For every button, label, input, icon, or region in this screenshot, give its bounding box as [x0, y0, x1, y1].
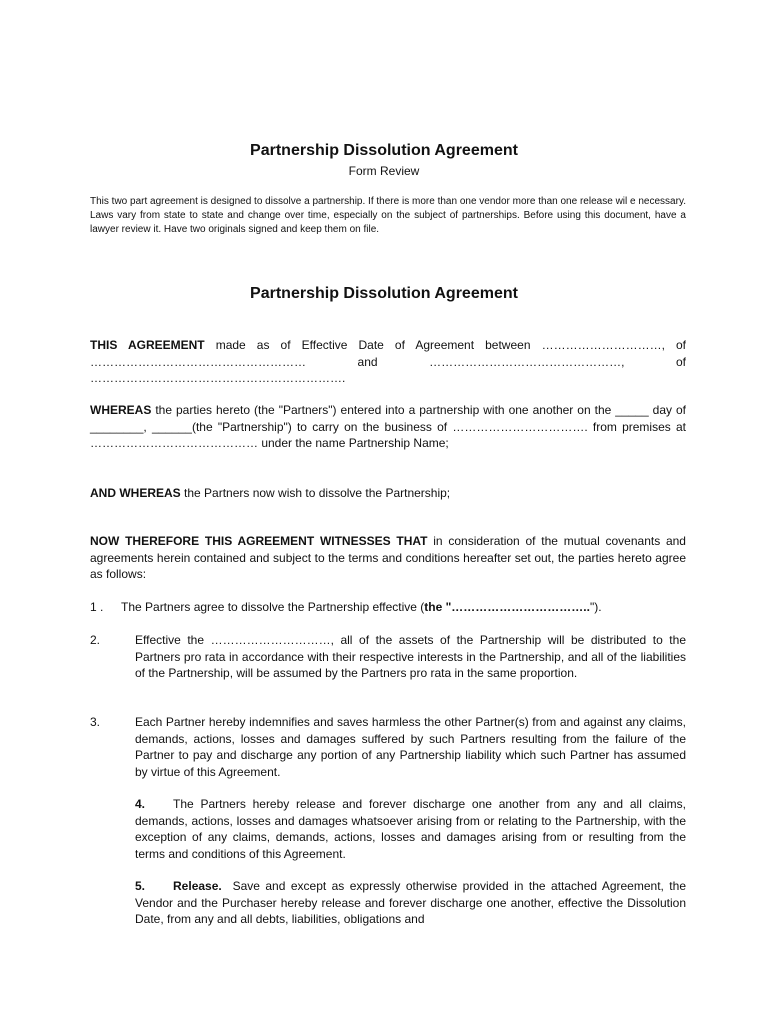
- whereas-paragraph: [90, 402, 686, 452]
- intro-note: This two part agreement is designed to dissolve a partnership. If there is more than one vendor more than one release wil e necessary. Laws vary from state to state and change over time, especially on the subject of partnerships. Before using this document, have a lawyer review it. Have two originals signed and keep them on file.: [90, 196, 686, 235]
- item-2-text: Effective the …………………………, all of the assets of the Partnership will be distributed to the Partners pro rata in accordance with their respective interests in the Partnership, and all of the liabilities of the Partnership, will be assumed by the Partners pro rata in the same proportion.: [135, 633, 686, 680]
- item-3-text: Each Partner hereby indemnifies and saves harmless the other Partner(s) from and against any claims, demands, actions, losses and damages suffered by such Partners resulting from the failure of the Partner to pay and discharge any portion of any Partnership liability which such Partner has assumed by virtue of this Agreement.: [135, 715, 686, 779]
- item-1-text-b: ").: [589, 600, 602, 614]
- now-therefore-paragraph: [90, 533, 686, 583]
- item-5-number: 5.: [135, 879, 146, 893]
- whereas-lead: WHEREAS: [90, 403, 152, 417]
- agreement-paragraph: [90, 337, 686, 387]
- item-1-text-a: The Partners agree to dissolve the Partnership effective (: [121, 600, 425, 614]
- whereas-text: the parties hereto (the "Partners") entered into a partnership with one another on the _____ day of ________, ______(the "Partnership") to carry on the business of ……………………………. from premises at …………………………………… under the name Partnership Name;: [90, 403, 686, 450]
- item-1-number: 1 .: [90, 600, 104, 614]
- and-whereas-text: the Partners now wish to dissolve the Partnership;: [180, 486, 451, 500]
- now-therefore-text: in consideration of the mutual covenants and agreements herein contained and subject to the terms and conditions hereafter set out, the parties hereto agree as follows:: [90, 534, 686, 581]
- document-subtitle: Form Review: [348, 164, 420, 178]
- item-4-text: The Partners hereby release and forever discharge one another from any and all claims, demands, actions, losses and damages whatsoever arising from or relating to the Partnership, with the exception of any claims, demands, actions, losses and damages arising from or resulting from the terms and conditions of this Agreement.: [135, 797, 686, 861]
- item-1-text: [121, 599, 686, 616]
- and-whereas-lead: AND WHEREAS: [90, 486, 181, 500]
- item-2-number: 2.: [90, 633, 101, 647]
- item-4-number: 4.: [135, 797, 146, 811]
- agreement-text: made as of Effective Date of Agreement between …………………………, of ……………………………………………… and …………………………………………, of ……………………………………………………….: [90, 338, 686, 385]
- document-title: Partnership Dissolution Agreement: [250, 142, 518, 159]
- item-5-paragraph: [135, 878, 686, 928]
- agreement-title: Partnership Dissolution Agreement: [250, 285, 518, 302]
- now-therefore-lead: NOW THEREFORE THIS AGREEMENT WITNESSES THAT: [90, 534, 428, 548]
- item-1-bold: the "……………………………..: [424, 600, 590, 614]
- item-5-text: Save and except as expressly otherwise provided in the attached Agreement, the Vendor and the Purchaser hereby release and forever discharge one another, effective the Dissolution Date, from any and all debts, liabilities, obligations and: [135, 879, 686, 926]
- agreement-lead: THIS AGREEMENT: [90, 338, 205, 352]
- item-4-paragraph: [135, 796, 686, 862]
- item-5-heading: Release.: [173, 879, 222, 893]
- item-3-number: 3.: [90, 715, 101, 729]
- and-whereas-paragraph: [90, 485, 686, 502]
